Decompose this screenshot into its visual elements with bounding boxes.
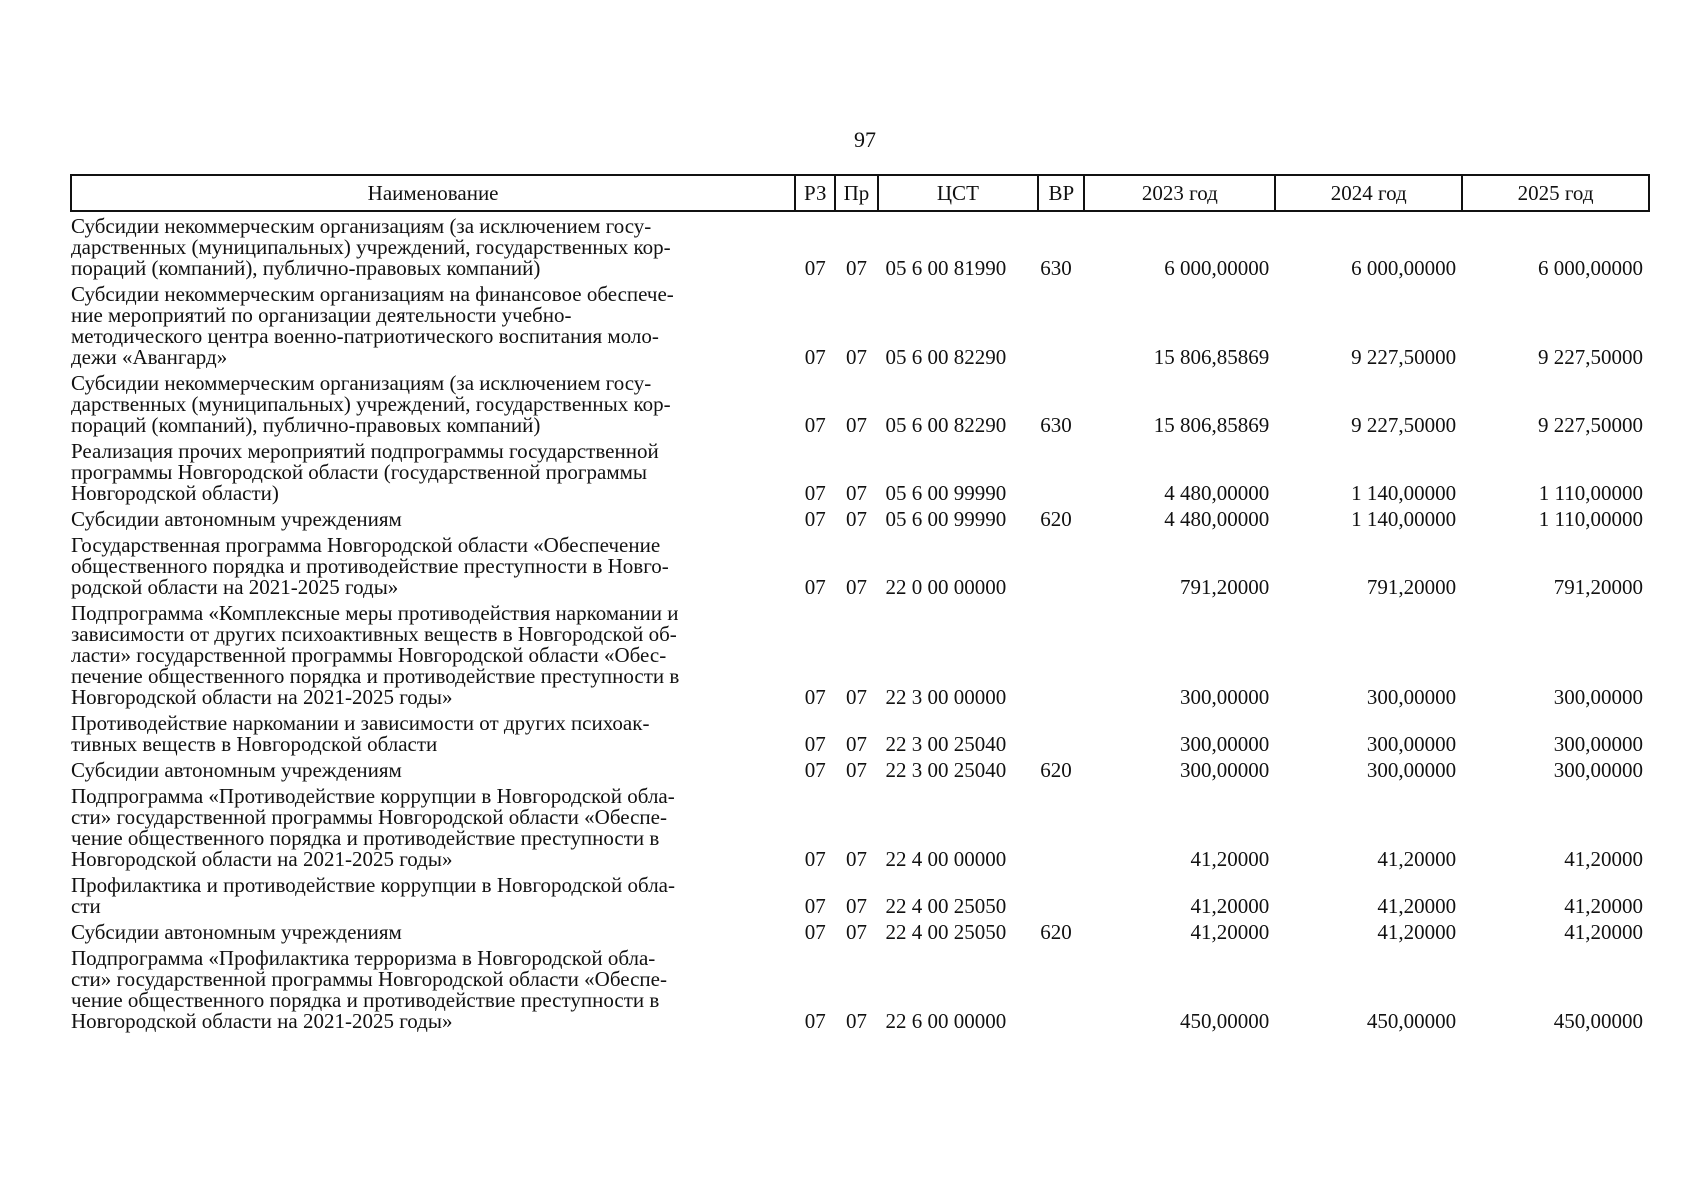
row-vr: 620 (1040, 920, 1072, 944)
row-2023: 300,00000 (1180, 732, 1270, 756)
table-row (71, 917, 1649, 943)
row-cst: 22 4 00 25050 (885, 920, 1007, 944)
row-2025: 791,20000 (1553, 575, 1643, 599)
row-name: Подпрограмма «Комплексные меры противодействия наркомании и зависимости от других психоактивных веществ в Новгородской об- ласти» государственной программы Новгородской области «Обес- печение общественного порядка и противодействие преступности в Новгородской области на 2021-2025 годы» (71, 601, 680, 709)
row-pr: 07 (845, 920, 867, 944)
row-vr: 620 (1040, 758, 1072, 782)
row-cst: 05 6 00 99990 (885, 481, 1007, 505)
row-2025: 1 110,00000 (1538, 507, 1643, 531)
row-name: Подпрограмма «Профилактика терроризма в Новгородской обла- сти» государственной программы Новгородской области «Обеспе- чение общественного порядка и противодействие преступности в Новгородской области на 2021-2025 годы» (71, 946, 667, 1033)
row-2023: 300,00000 (1180, 758, 1270, 782)
row-rz: 07 (804, 481, 826, 505)
row-2025: 41,20000 (1564, 847, 1643, 871)
row-vr (1038, 708, 1084, 755)
header-row (71, 175, 1649, 211)
row-2025: 41,20000 (1564, 920, 1643, 944)
row-2023: 4 480,00000 (1164, 507, 1270, 531)
row-2024: 9 227,50000 (1351, 413, 1457, 437)
row-pr: 07 (845, 685, 867, 709)
table-row (71, 211, 1649, 279)
row-rz: 07 (804, 345, 826, 369)
row-name: Реализация прочих мероприятий подпрограммы государственной программы Новгородской области (государственной программы Новгородской области) (71, 439, 659, 505)
table-row (71, 708, 1649, 755)
row-2024: 450,00000 (1366, 1009, 1457, 1033)
row-2024: 300,00000 (1366, 758, 1457, 782)
row-vr: 630 (1040, 413, 1072, 437)
row-cst: 22 3 00 25040 (885, 758, 1007, 782)
row-2023: 41,20000 (1190, 847, 1270, 871)
row-vr: 630 (1040, 256, 1072, 280)
row-2025: 300,00000 (1553, 685, 1643, 709)
row-2024: 300,00000 (1366, 685, 1457, 709)
header-2025: 2025 год (1462, 175, 1649, 211)
row-cst: 22 3 00 25040 (885, 732, 1007, 756)
row-2025: 9 227,50000 (1538, 413, 1643, 437)
row-2023: 15 806,85869 (1153, 413, 1270, 437)
row-pr: 07 (845, 1009, 867, 1033)
table-row (71, 943, 1649, 1032)
row-2023: 41,20000 (1190, 894, 1270, 918)
budget-table (70, 174, 1650, 1032)
row-cst: 22 6 00 00000 (885, 1009, 1007, 1033)
row-rz: 07 (804, 507, 826, 531)
table-header (71, 175, 1649, 211)
row-pr: 07 (845, 345, 867, 369)
row-cst: 05 6 00 99990 (885, 507, 1007, 531)
row-pr: 07 (845, 256, 867, 280)
row-rz: 07 (804, 920, 826, 944)
row-2024: 9 227,50000 (1351, 345, 1457, 369)
row-name: Субсидии некоммерческим организациям (за исключением госу- дарственных (муниципальных) учреждений, государственных кор- пораций (компаний), публично-правовых компаний) (71, 371, 671, 437)
row-pr: 07 (845, 894, 867, 918)
row-pr: 07 (845, 575, 867, 599)
row-2023: 791,20000 (1180, 575, 1270, 599)
row-name: Субсидии автономным учреждениям (71, 507, 402, 531)
table-body (71, 211, 1649, 1032)
row-vr (1038, 530, 1084, 598)
row-rz: 07 (804, 575, 826, 599)
row-name: Субсидии автономным учреждениям (71, 758, 402, 782)
row-name: Субсидии некоммерческим организациям на финансовое обеспече- ние мероприятий по организации деятельности учебно- методического центра военно-патриотического воспитания моло- дежи «Авангард» (71, 282, 674, 369)
table-row (71, 504, 1649, 530)
row-name: Субсидии некоммерческим организациям (за исключением госу- дарственных (муниципальных) учреждений, государственных кор- пораций (компаний), публично-правовых компаний) (71, 214, 671, 280)
row-2024: 791,20000 (1366, 575, 1457, 599)
row-2025: 9 227,50000 (1538, 345, 1643, 369)
row-2023: 41,20000 (1190, 920, 1270, 944)
row-name: Государственная программа Новгородской области «Обеспечение общественного порядка и противодействие преступности в Новго- родской области на 2021-2025 годы» (71, 533, 669, 599)
row-cst: 22 3 00 00000 (885, 685, 1007, 709)
row-2024: 1 140,00000 (1351, 481, 1457, 505)
row-cst: 05 6 00 81990 (885, 256, 1007, 280)
row-rz: 07 (804, 685, 826, 709)
row-name: Субсидии автономным учреждениям (71, 920, 402, 944)
row-rz: 07 (804, 413, 826, 437)
table-row (71, 755, 1649, 781)
row-2023: 6 000,00000 (1164, 256, 1270, 280)
header-cst: ЦСТ (878, 175, 1039, 211)
row-2025: 300,00000 (1553, 758, 1643, 782)
row-rz: 07 (804, 758, 826, 782)
header-pr: Пр (835, 175, 877, 211)
row-cst: 05 6 00 82290 (885, 345, 1007, 369)
row-vr (1038, 870, 1084, 917)
row-2023: 4 480,00000 (1164, 481, 1270, 505)
row-2024: 1 140,00000 (1351, 507, 1457, 531)
row-cst: 22 4 00 00000 (885, 847, 1007, 871)
page-number: 97 (854, 127, 876, 152)
row-vr: 620 (1040, 507, 1072, 531)
row-rz: 07 (804, 847, 826, 871)
row-2023: 450,00000 (1180, 1009, 1270, 1033)
row-rz: 07 (804, 732, 826, 756)
table-row (71, 279, 1649, 368)
row-2024: 300,00000 (1366, 732, 1457, 756)
row-2025: 450,00000 (1553, 1009, 1643, 1033)
row-2023: 15 806,85869 (1153, 345, 1270, 369)
row-2025: 6 000,00000 (1538, 256, 1643, 280)
row-2024: 41,20000 (1377, 847, 1457, 871)
row-2024: 41,20000 (1377, 894, 1457, 918)
row-2024: 41,20000 (1377, 920, 1457, 944)
row-rz: 07 (804, 1009, 826, 1033)
row-rz: 07 (804, 256, 826, 280)
row-vr (1038, 436, 1084, 504)
row-pr: 07 (845, 847, 867, 871)
row-vr (1038, 598, 1084, 708)
row-pr: 07 (845, 481, 867, 505)
table-row (71, 368, 1649, 436)
table-row (71, 870, 1649, 917)
row-cst: 22 4 00 25050 (885, 894, 1007, 918)
row-vr (1038, 279, 1084, 368)
table-row (71, 598, 1649, 708)
table-row (71, 781, 1649, 870)
row-name: Профилактика и противодействие коррупции в Новгородской обла- сти (71, 873, 675, 918)
table-row (71, 436, 1649, 504)
header-rz: РЗ (795, 175, 835, 211)
row-name: Противодействие наркомании и зависимости от других психоак- тивных веществ в Новгородской области (71, 711, 650, 756)
row-2025: 41,20000 (1564, 894, 1643, 918)
row-pr: 07 (845, 507, 867, 531)
row-pr: 07 (845, 732, 867, 756)
row-cst: 05 6 00 82290 (885, 413, 1007, 437)
row-2025: 1 110,00000 (1538, 481, 1643, 505)
row-cst: 22 0 00 00000 (885, 575, 1007, 599)
row-2024: 6 000,00000 (1351, 256, 1457, 280)
header-2023: 2023 год (1084, 175, 1275, 211)
header-2024: 2024 год (1275, 175, 1462, 211)
header-vr: ВР (1038, 175, 1084, 211)
header-name: Наименование (71, 175, 795, 211)
row-pr: 07 (845, 758, 867, 782)
row-pr: 07 (845, 413, 867, 437)
row-vr (1038, 943, 1084, 1032)
row-2025: 300,00000 (1553, 732, 1643, 756)
row-vr (1038, 781, 1084, 870)
row-rz: 07 (804, 894, 826, 918)
row-2023: 300,00000 (1180, 685, 1270, 709)
row-name: Подпрограмма «Противодействие коррупции в Новгородской обла- сти» государственной программы Новгородской области «Обеспе- чение общественного порядка и противодействие преступности в Новгородской области на 2021-2025 годы» (71, 784, 675, 871)
table-row (71, 530, 1649, 598)
